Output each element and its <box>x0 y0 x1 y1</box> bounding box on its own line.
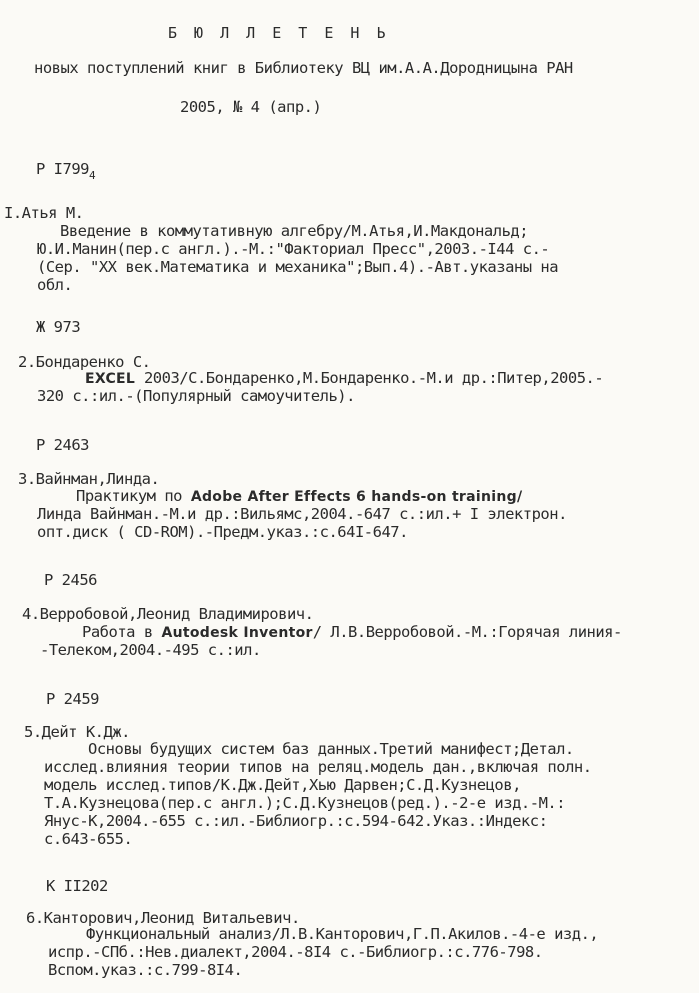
entry-line: Практикум по Adobe After Effects 6 hands-on training/ <box>76 487 523 505</box>
shelf-code: Р 2463 <box>36 436 89 454</box>
entry-line: EXCEL 2003/С.Бондаренко,М.Бондаренко.-М.и др.:Питер,2005.- <box>85 369 604 387</box>
entry-line: Т.А.Кузнецова(пер.с англ.);С.Д.Кузнецов(ред.).-2-е изд.-М.: <box>44 794 566 812</box>
entry-line: Вспом.указ.:с.799-8I4. <box>48 961 243 979</box>
entry-author: I.Атья М. <box>4 204 84 222</box>
bulletin-issue: 2005, № 4 (апр.) <box>180 98 322 116</box>
entry-line: опт.диск ( CD-ROM).-Предм.указ.:с.64I-647. <box>37 523 408 541</box>
entry-line: Янус-К,2004.-655 с.:ил.-Библиогр.:с.594-642.Указ.:Индекс: <box>44 812 548 830</box>
entry-author: 3.Вайнман,Линда. <box>18 470 160 488</box>
bulletin-subtitle: новых поступлений книг в Библиотеку ВЦ им.А.А.Дородницына РАН <box>34 59 573 77</box>
entry-author: 5.Дейт К.Дж. <box>24 723 130 741</box>
entry-line: Работа в Autodesk Inventor/ Л.В.Верробовой.-М.:Горячая линия- <box>82 623 622 641</box>
entry-author: 4.Верробовой,Леонид Владимирович. <box>22 605 314 623</box>
entry-line: Введение в коммутативную алгебру/М.Атья,И.Макдональд; <box>60 222 529 240</box>
shelf-code: Р $I799_4$ <box>36 160 96 182</box>
entry-line: Линда Вайнман.-М.и др.:Вильямс,2004.-647 с.:ил.+ I электрон. <box>37 505 567 523</box>
entry-line: Функциональный анализ/Л.В.Канторович,Г.П.Акилов.-4-е изд., <box>86 925 599 943</box>
entry-line: обл. <box>37 276 73 294</box>
entry-line: исслед.влияния теории типов на реляц.модель дан.,включая полн. <box>44 758 592 776</box>
entry-author: 6.Канторович,Леонид Витальевич. <box>26 909 300 927</box>
entry-line: испр.-СПб.:Нев.диалект,2004.-8I4 с.-Библиогр.:с.776-798. <box>48 943 543 961</box>
entry-line: модель исслед.типов/К.Дж.Дейт,Хью Дарвен;С.Д.Кузнецов, <box>44 776 521 794</box>
entry-line: -Телеком,2004.-495 с.:ил. <box>40 641 261 659</box>
entry-line: 320 с.:ил.-(Популярный самоучитель). <box>37 387 355 405</box>
bulletin-title: Б Ю Л Л Е Т Е Н Ь <box>168 24 390 42</box>
shelf-code: Ж 973 <box>36 318 81 336</box>
entry-line: Ю.И.Манин(пер.с англ.).-М.:"Факториал Пресс",2003.-I44 с.- <box>37 240 550 258</box>
entry-line: Основы будущих систем баз данных.Третий манифест;Детал. <box>88 740 574 758</box>
shelf-code: Р 2459 <box>46 690 99 708</box>
entry-line: с.643-655. <box>44 830 133 848</box>
shelf-code: К II202 <box>46 877 108 895</box>
entry-author: 2.Бондаренко С. <box>18 353 151 371</box>
shelf-code: Р 2456 <box>44 571 97 589</box>
entry-line: (Сер. "XX век.Математика и механика";Вып.4).-Авт.указаны на <box>37 258 559 276</box>
